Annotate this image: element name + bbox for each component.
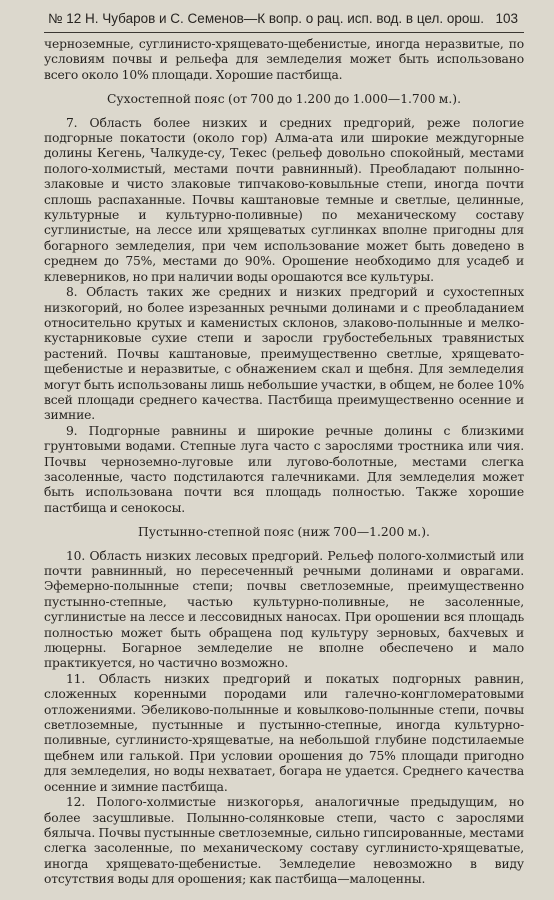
paragraph-9: 9. Подгорные равнины и широкие речные долины с близкими грунтовыми водами. Степные луга часто с зарослями тростника или чия. Почвы черноземно-луговые или лугово-болотные, местами слегка засоленные, часто подстилаются галечниками. Для земледелия может быть использована почти вся площадь полностью. Также хорошие пастбища и сенокосы. (44, 423, 524, 515)
paragraph-12: 12. Полого-холмистые низкогорья, аналогичные предыдущим, но более засушливые. Полынно-солянковые степи, часто с зарослями бялыча. Почвы пустынные светлоземные, сильно гипсированные, местами слегка засоленные, по механическому составу суглинисто-хрящеватые, иногда хрящевато-щебенистые. Земледелие невозможно в виду отсутствия воды для орошения; как пастбища—малоценны. (44, 795, 524, 887)
page-number: 103 (495, 11, 518, 26)
paragraph-7: 7. Область более низких и средних предгорий, реже пологие подгорные покатости (около гор) Алма-ата или широкие междугорные долины Кегень, Чалкуде-су, Текес (рельеф довольно спокойный, местами полого-холмистый, местами почти равнинный). Преобладают полынно-злаковые и чисто злаковые типчаково-ковыльные степи, иногда почти сплошь распаханные. Почвы каштановые темные и светлые, целинные, культурные и культурно-поливные) по механическому составу суглинистые, на лессе или хрящеватых суглинках вполне пригодны для богарного земледелия, при чем использование может быть доведено в среднем до 75%, местами до 90%. Орошение необходимо для усадеб и клеверников, но при наличии воды орошаются все культуры. (44, 115, 524, 284)
paragraph-11: 11. Область низких предгорий и покатых подгорных равнин, сложенных коренными породами или галечно-конгломератовыми отложениями. Эбеликово-полынные и ковылково-полынные степи, почвы светлоземные, пустынные и пустынно-степные, иногда культурно-поливные, суглинисто-хрящеватые, на небольшой глубине подстилаемые щебнем или галькой. При условии орошения до 75% площади пригодно для земледелия, но воды нехватает, богара не удается. Среднего качества осенние и зимние пастбища. (44, 671, 524, 794)
body-text (44, 37, 524, 888)
section-heading-desert-steppe: Пустынно-степной пояс (ниж 700—1.200 м.). (138, 525, 430, 540)
paragraph-continuation: черноземные, суглинисто-хрящевато-щебенистые, иногда неразвитые, по условиям почвы и рельефа для земледелия может быть использовано всего около 10% площади. Хорошие пастбища. (44, 37, 524, 82)
section-heading-dry-steppe: Сухостепной пояс (от 700 до 1.200 до 1.000—1.700 м.). (107, 92, 461, 107)
header-rule (44, 32, 524, 33)
paragraph-10: 10. Область низких лесовых предгорий. Рельеф полого-холмистый или почти равнинный, но пересеченный речными долинами и оврагами. Эфемерно-полынные степи; почвы светлоземные, преимущественно пустынно-степные, частью культурно-поливные, не засоленные, суглинистые на лессе и лессовидных наносах. При орошении вся площадь полностью может быть обращена под культуру зерновых, бахчевых и люцерны. Богарное земледелие не вполне обеспечено и мало практикуется, но частично возможно. (44, 548, 524, 671)
paragraph-8: 8. Область таких же средних и низких предгорий и сухостепных низкогорий, но более изрезанных речными долинами и с преобладанием относительно крутых и каменистых склонов, злаково-полынные и мелко-кустарниковые сухие степи и заросли грубостебельных травянистых растений. Почвы каштановые, преимущественно светлые, хрящевато-щебенистые и неразвитые, с обнажением скал и щебня. Для земледелия могут быть использованы лишь небольшие участки, в общем, не более 10% всей площади среднего качества. Пастбища преимущественно осенние и зимние. (44, 285, 524, 423)
running-header (44, 10, 524, 32)
header-title: № 12 Н. Чубаров и С. Семенов—К вопр. о рац. исп. вод. в цел. орош. (48, 11, 484, 26)
